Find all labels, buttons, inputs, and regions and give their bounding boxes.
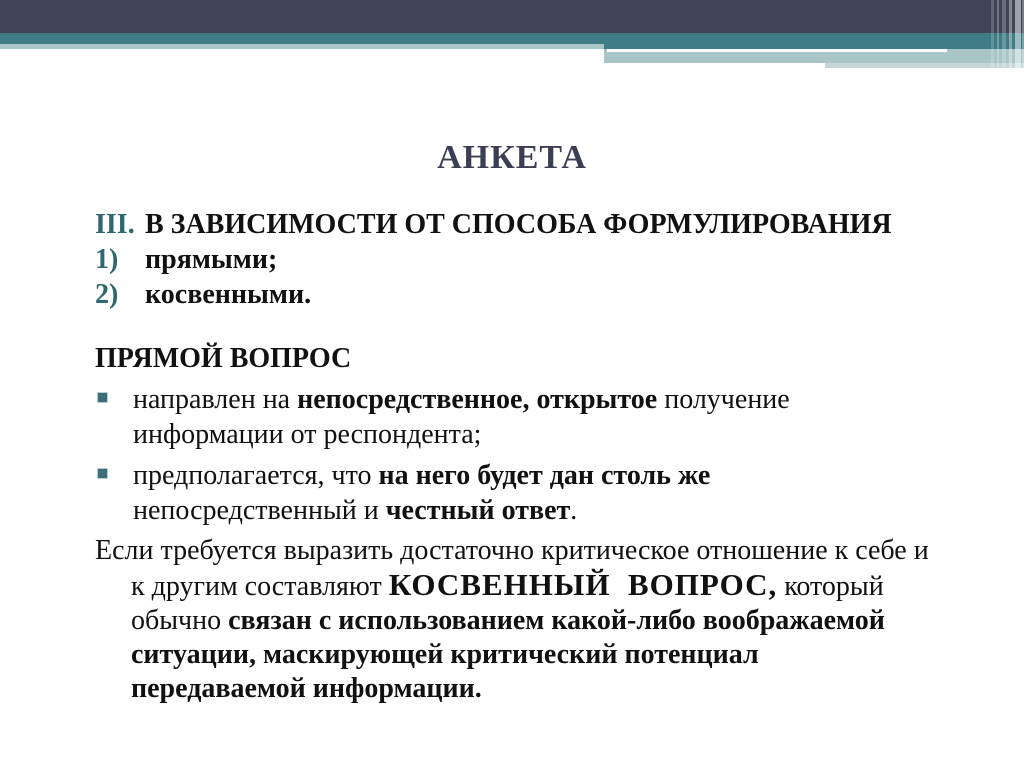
header-vertical-stripe	[1015, 0, 1021, 72]
header-teal-bar-left	[0, 33, 604, 44]
list-marker: 2)	[95, 279, 119, 310]
bullet-item	[95, 458, 935, 528]
header-light-band-left	[0, 44, 604, 49]
list-item-text: косвенными.	[145, 279, 312, 310]
header-vertical-stripe	[1002, 0, 1006, 68]
list-marker: 1)	[95, 244, 119, 275]
bullet-square-icon	[97, 468, 108, 479]
list-item-iii	[95, 207, 935, 242]
bullet-text: предполагается, что на него будет дан столь же непосредственный и честный ответ.	[133, 460, 718, 526]
slide-body	[95, 207, 935, 706]
header-white-line	[607, 49, 947, 52]
list-marker: III.	[95, 209, 135, 240]
header-vertical-stripe	[997, 0, 999, 68]
list-item-1	[95, 242, 935, 277]
bullet-text: направлен на непосредственное, открытое получение информации от респондента;	[133, 384, 797, 450]
header-vertical-stripe	[1009, 0, 1012, 68]
bullet-square-icon	[97, 392, 108, 403]
paragraph: Если требуется выразить достаточно критическое отношение к себе и к другим составляют КОСВЕННЫЙ ВОПРОС, который обычно связан с использованием какой-либо воображаемой ситуации, маскирующей критический потенциал передаваемой информации.	[95, 535, 936, 704]
header-lighter-band-right	[825, 63, 1024, 68]
header-teal-block-right	[604, 33, 1024, 49]
list-item-text: прямыми;	[145, 244, 278, 275]
section-heading: ПРЯМОЙ ВОПРОС	[95, 343, 352, 374]
bullet-item	[95, 382, 935, 452]
list-item-2	[95, 277, 935, 312]
header-navy-bar	[0, 0, 1024, 33]
list-item-text: В ЗАВИСИМОСТИ ОТ СПОСОБА ФОРМУЛИРОВАНИЯ	[145, 209, 892, 240]
header-vertical-stripe	[991, 0, 994, 68]
slide-title: АНКЕТА	[437, 139, 587, 176]
